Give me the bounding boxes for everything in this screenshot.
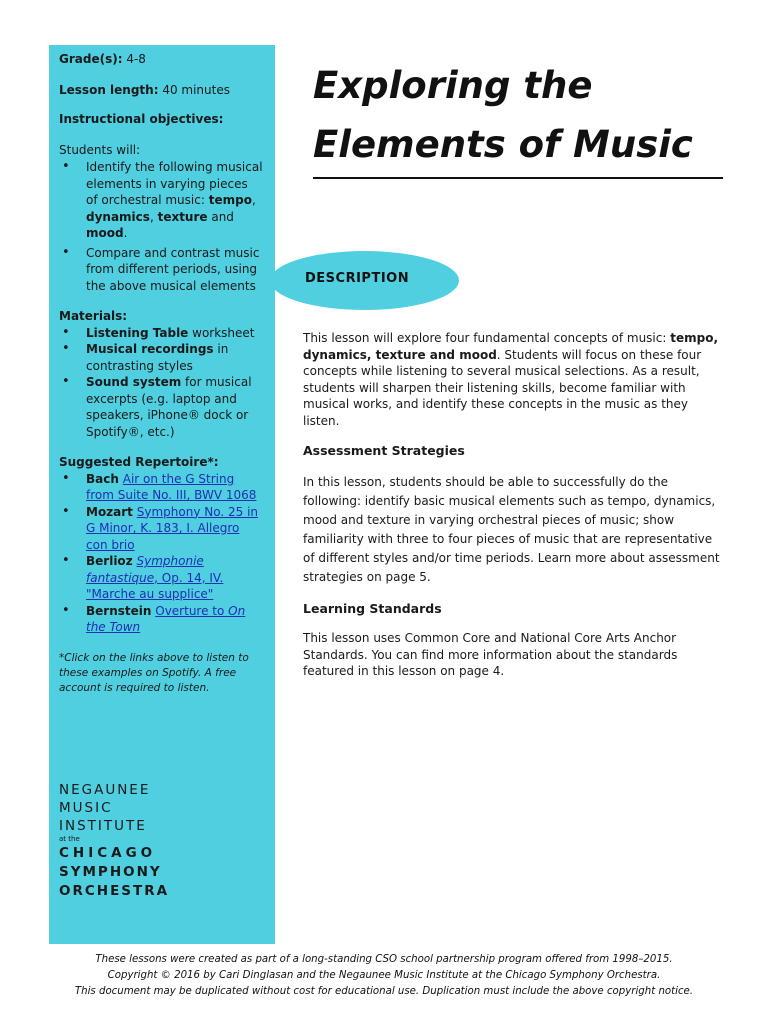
material-detail: for musical excerpts (e.g. laptop and speakers, iPhone® dock or Spotify®, etc.): [86, 375, 252, 439]
lesson-length-value: 40 minutes: [162, 82, 230, 97]
berlioz-work-movement[interactable]: , Op. 14, IV. "Marche au supplice": [86, 570, 224, 601]
material-name: Musical recordings: [86, 342, 214, 356]
grades-value: 4-8: [126, 52, 146, 66]
objective-term-mood: mood: [86, 226, 124, 240]
material-detail: worksheet: [188, 325, 255, 340]
description-badge: [270, 251, 459, 310]
materials-item: [59, 325, 263, 342]
materials-heading: Materials:: [59, 309, 128, 323]
materials-item: [59, 374, 263, 440]
repertoire-heading: Suggested Repertoire*:: [59, 455, 219, 469]
composer-name: Bernstein: [86, 603, 152, 618]
objective-conjunction: and: [207, 209, 234, 224]
logo-line: ORCHESTRA: [59, 883, 170, 899]
repertoire-item-bernstein: [59, 603, 263, 636]
lesson-length-row: [59, 82, 263, 99]
logo-line: CHICAGO: [59, 845, 157, 861]
assessment-paragraph: In this lesson, students should be able to successfully do the following: identify basic musical elements such as tempo, dynamics, mood and texture in varying orchestral pieces of music; show familiarity with three to four pieces of music that are representative of different styles and/or time periods. Learn more about assessment strategies on page 5.: [303, 474, 720, 584]
objective-term-texture: texture: [157, 209, 208, 224]
repertoire-item-bach: [59, 471, 263, 504]
materials-item: [59, 341, 263, 374]
composer-name: Berlioz: [86, 554, 133, 568]
copyright-footer: [49, 952, 719, 1000]
objective-text: Identify the following musical elements in varying pieces of orchestral music:: [86, 160, 263, 207]
bernstein-work-title[interactable]: On the Town: [86, 603, 246, 634]
logo-line: INSTITUTE: [59, 818, 147, 834]
main-content: [303, 330, 726, 680]
description-label: DESCRIPTION: [305, 271, 410, 286]
grades-row: [59, 51, 263, 68]
standards-paragraph: This lesson uses Common Core and National Core Arts Anchor Standards. You can find more information about the standards featured in this lesson on page 4.: [303, 631, 678, 678]
logo-line: NEGAUNEE: [59, 782, 151, 798]
title-line: Exploring the: [313, 64, 593, 107]
objective-separator: ,: [251, 193, 256, 207]
material-name: Sound system: [86, 375, 182, 389]
repertoire-item-berlioz: [59, 553, 263, 603]
objective-item: [59, 159, 263, 242]
logo-line: MUSIC: [59, 800, 113, 816]
objective-term-dynamics: dynamics: [86, 209, 150, 224]
bernstein-work-prefix[interactable]: Overture to: [155, 603, 229, 618]
repertoire-list: [59, 471, 263, 636]
standards-heading: Learning Standards: [303, 600, 442, 616]
spotify-note: *Click on the links above to listen to these examples on Spotify. A free account is required to listen.: [59, 651, 249, 694]
logo-line: SYMPHONY: [59, 864, 162, 880]
title-divider: [313, 177, 723, 179]
mozart-link[interactable]: Symphony No. 25 in G Minor, K. 183, I. Allegro con brio: [86, 504, 259, 552]
objectives-intro: Students will:: [59, 142, 141, 157]
description-paragraph: [303, 330, 726, 429]
assessment-heading: Assessment Strategies: [303, 443, 465, 458]
description-text: . Students will focus on these four concepts while listening to several musical selections. As a result, students will sharpen their listening skills, become familiar with musical works, and identify these concepts in the music as they listen.: [303, 347, 702, 428]
sidebar: [49, 45, 275, 944]
title-line: Elements of Music: [313, 123, 693, 166]
objective-term-tempo: tempo: [208, 193, 252, 207]
page-title: [313, 56, 693, 174]
objectives-list: [59, 159, 263, 294]
bach-link[interactable]: Air on the G String from Suite No. III, BWV 1068: [86, 471, 257, 502]
composer-name: Mozart: [86, 504, 133, 519]
footer-line: Copyright © 2016 by Cari Dinglasan and the Negaunee Music Institute at the Chicago Symphony Orchestra.: [107, 970, 661, 981]
materials-list: [59, 325, 263, 441]
berlioz-work-title[interactable]: Symphonie fantastique: [86, 554, 204, 585]
grades-label: Grade(s):: [59, 52, 123, 66]
lesson-length-label: Lesson length:: [59, 82, 159, 97]
repertoire-item-mozart: [59, 504, 263, 554]
footer-line: These lessons were created as part of a long-standing CSO school partnership program offered from 1998–2015.: [95, 954, 673, 965]
footer-line: This document may be duplicated without cost for educational use. Duplication must include the above copyright notice.: [74, 986, 694, 997]
material-name: Listening Table: [86, 325, 189, 340]
objective-item: • Compare and contrast music from different periods, using the above musical elements: [59, 245, 263, 295]
composer-name: Bach: [86, 471, 119, 486]
objective-separator: ,: [149, 209, 158, 224]
negaunee-logo: [59, 781, 169, 901]
description-text: This lesson will explore four fundamental concepts of music:: [303, 331, 671, 345]
logo-line: at the: [59, 835, 80, 843]
objectives-heading: Instructional objectives:: [59, 112, 224, 126]
material-detail: in contrasting styles: [86, 342, 229, 373]
objective-period: .: [123, 226, 128, 240]
description-concepts: tempo, dynamics, texture and mood: [303, 331, 719, 362]
